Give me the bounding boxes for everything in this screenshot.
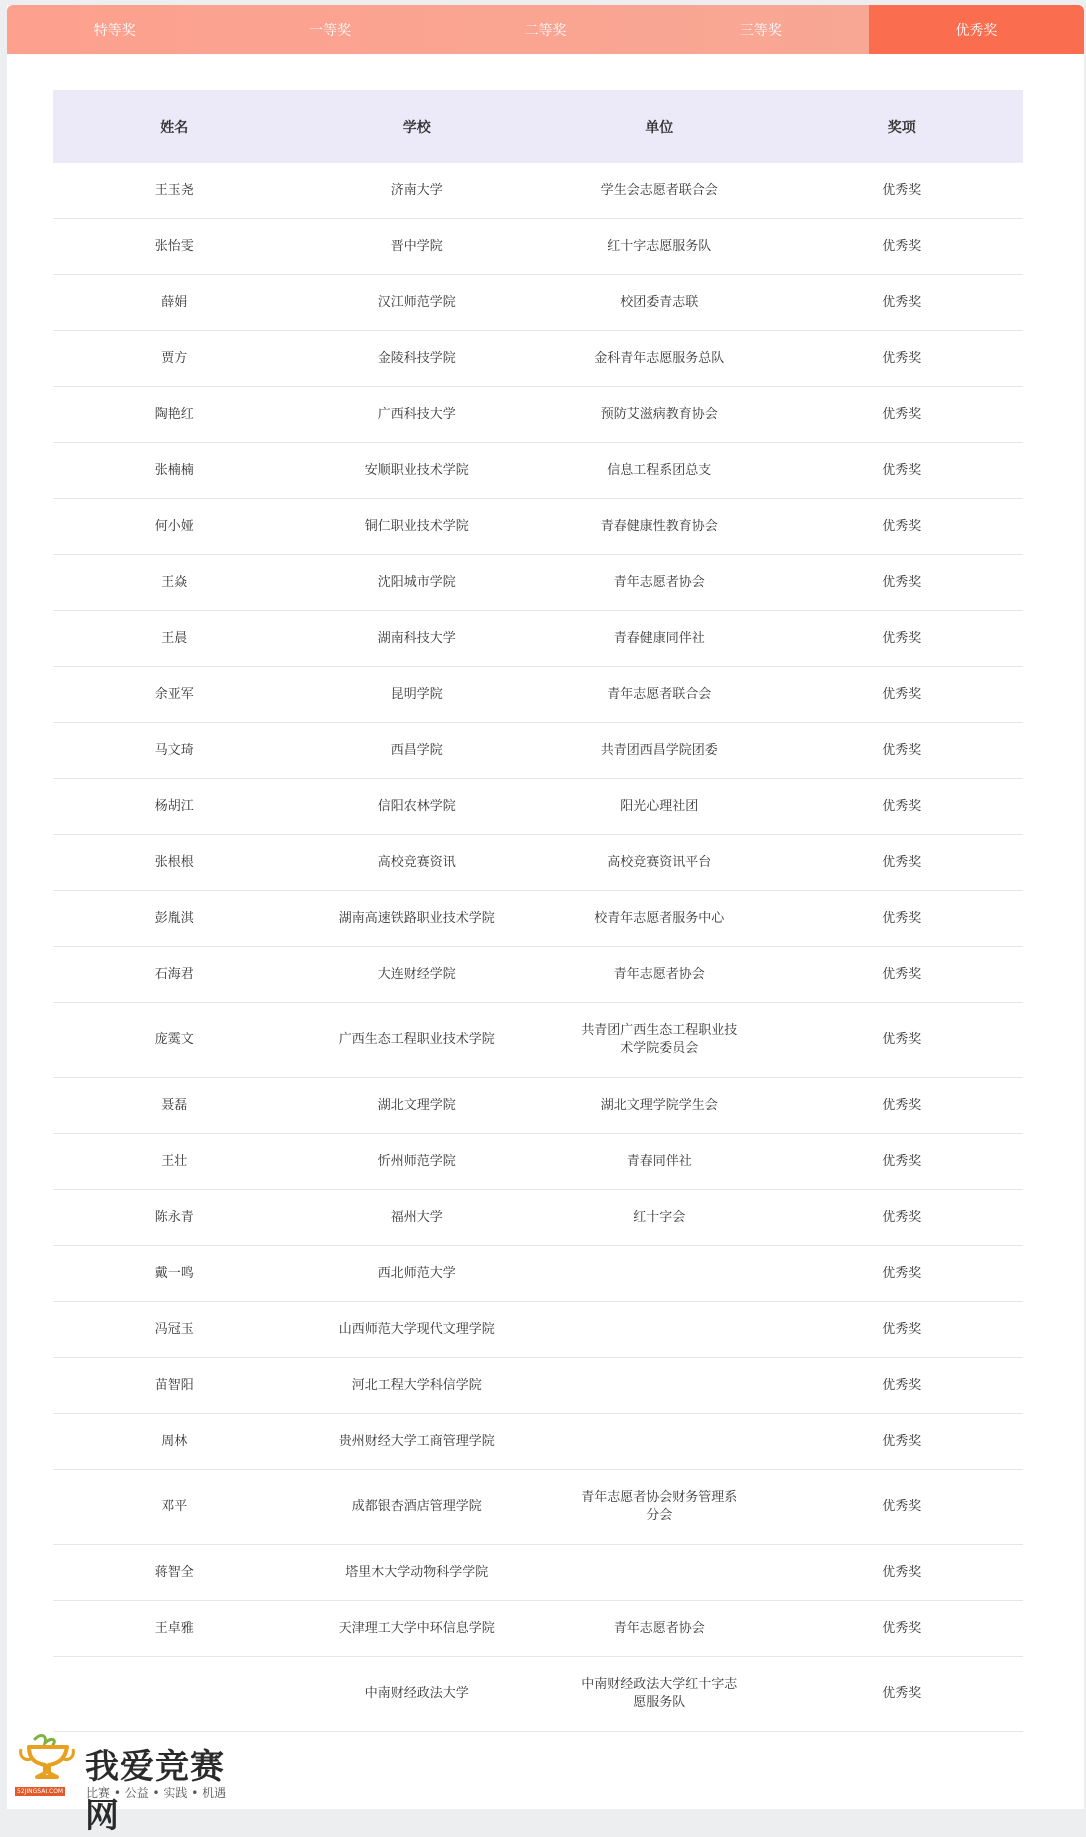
- table-row: [53, 163, 1023, 219]
- cell-unit: [538, 1302, 781, 1358]
- cell-name: 冯冠玉: [53, 1302, 296, 1358]
- logo-url-badge: 52JINGSAI.COM: [17, 1788, 64, 1795]
- table-row: [53, 219, 1023, 275]
- cell-school: 广西生态工程职业技术学院: [296, 1003, 539, 1078]
- cell-school: 沈阳城市学院: [296, 555, 539, 611]
- cell-unit: 红十字志愿服务队: [538, 219, 781, 275]
- tab-excellence-prize[interactable]: 优秀奖: [869, 5, 1084, 54]
- cell-school: 湖南科技大学: [296, 611, 539, 667]
- cell-name: 彭胤淇: [53, 891, 296, 947]
- cell-unit: 青年志愿者协会: [538, 947, 781, 1003]
- cell-award: 优秀奖: [781, 947, 1024, 1003]
- cell-school: 河北工程大学科信学院: [296, 1358, 539, 1414]
- cell-name: 张怡雯: [53, 219, 296, 275]
- cell-award: 优秀奖: [781, 1134, 1024, 1190]
- cell-name: 周林: [53, 1414, 296, 1470]
- cell-name: 贾方: [53, 331, 296, 387]
- cell-unit: 校团委青志联: [538, 275, 781, 331]
- cell-award: 优秀奖: [781, 611, 1024, 667]
- cell-name: [53, 1657, 296, 1732]
- cell-name: 马文琦: [53, 723, 296, 779]
- header-school: 学校: [296, 90, 539, 163]
- cell-school: 铜仁职业技术学院: [296, 499, 539, 555]
- table-row: [53, 1003, 1023, 1078]
- cell-name: 余亚军: [53, 667, 296, 723]
- table-row: [53, 1657, 1023, 1732]
- logo-tagline: 比赛 • 公益 • 实践 • 机遇: [86, 1786, 227, 1800]
- cell-name: 邓平: [53, 1470, 296, 1545]
- cell-award: 优秀奖: [781, 163, 1024, 219]
- cell-unit: 金科青年志愿服务总队: [538, 331, 781, 387]
- cell-unit: [538, 1246, 781, 1302]
- cell-school: 济南大学: [296, 163, 539, 219]
- cell-name: 陈永青: [53, 1190, 296, 1246]
- table-row: [53, 1358, 1023, 1414]
- cell-school: 安顺职业技术学院: [296, 443, 539, 499]
- cell-award: 优秀奖: [781, 891, 1024, 947]
- cell-unit: 青年志愿者联合会: [538, 667, 781, 723]
- cell-award: 优秀奖: [781, 1302, 1024, 1358]
- tab-third-prize[interactable]: 三等奖: [739, 22, 782, 39]
- cell-unit: 共青团广西生态工程职业技术学院委员会: [538, 1003, 781, 1078]
- cell-school: 昆明学院: [296, 667, 539, 723]
- cell-unit: 阳光心理社团: [538, 779, 781, 835]
- cell-name: 苗智阳: [53, 1358, 296, 1414]
- cell-name: 王焱: [53, 555, 296, 611]
- cell-school: 高校竞赛资讯: [296, 835, 539, 891]
- cell-school: 福州大学: [296, 1190, 539, 1246]
- cell-name: 陶艳红: [53, 387, 296, 443]
- table-row: [53, 443, 1023, 499]
- cell-award: 优秀奖: [781, 555, 1024, 611]
- cell-name: 王玉尧: [53, 163, 296, 219]
- cell-name: 王壮: [53, 1134, 296, 1190]
- table-row: [53, 1545, 1023, 1601]
- cell-unit: 校青年志愿者服务中心: [538, 891, 781, 947]
- trophy-logo-icon: [15, 1733, 79, 1789]
- cell-name: 庞霙文: [53, 1003, 296, 1078]
- cell-award: 优秀奖: [781, 667, 1024, 723]
- header-unit: 单位: [538, 90, 781, 163]
- cell-award: 优秀奖: [781, 1470, 1024, 1545]
- table-row: [53, 1470, 1023, 1545]
- logo-title: 我爱竞赛网: [85, 1747, 225, 1836]
- table-row: [53, 1414, 1023, 1470]
- table-row: [53, 1246, 1023, 1302]
- tab-special-prize[interactable]: 特等奖: [93, 22, 136, 39]
- cell-school: 西昌学院: [296, 723, 539, 779]
- table-row: [53, 891, 1023, 947]
- cell-unit: 学生会志愿者联合会: [538, 163, 781, 219]
- cell-award: 优秀奖: [781, 275, 1024, 331]
- table-row: [53, 667, 1023, 723]
- table-row: [53, 387, 1023, 443]
- cell-unit: [538, 1358, 781, 1414]
- table-row: [53, 1190, 1023, 1246]
- table-row: [53, 1601, 1023, 1657]
- cell-unit: 红十字会: [538, 1190, 781, 1246]
- table-row: [53, 1078, 1023, 1134]
- cell-unit: 青年志愿者协会财务管理系分会: [538, 1470, 781, 1545]
- cell-award: 优秀奖: [781, 1246, 1024, 1302]
- cell-award: 优秀奖: [781, 1545, 1024, 1601]
- cell-name: 蒋智全: [53, 1545, 296, 1601]
- cell-name: 薛娟: [53, 275, 296, 331]
- table-row: [53, 555, 1023, 611]
- cell-unit: [538, 1414, 781, 1470]
- tab-second-prize[interactable]: 二等奖: [524, 22, 567, 39]
- cell-name: 何小娅: [53, 499, 296, 555]
- cell-unit: 高校竞赛资讯平台: [538, 835, 781, 891]
- cell-school: 天津理工大学中环信息学院: [296, 1601, 539, 1657]
- table-row: [53, 723, 1023, 779]
- cell-school: 西北师范大学: [296, 1246, 539, 1302]
- cell-unit: 中南财经政法大学红十字志愿服务队: [538, 1657, 781, 1732]
- site-logo[interactable]: [15, 1733, 255, 1836]
- cell-school: 忻州师范学院: [296, 1134, 539, 1190]
- cell-award: 优秀奖: [781, 1414, 1024, 1470]
- cell-name: 杨胡江: [53, 779, 296, 835]
- cell-school: 成都银杏酒店管理学院: [296, 1470, 539, 1545]
- cell-award: 优秀奖: [781, 779, 1024, 835]
- cell-name: 王卓雅: [53, 1601, 296, 1657]
- cell-school: 广西科技大学: [296, 387, 539, 443]
- cell-unit: [538, 1545, 781, 1601]
- table-row: [53, 947, 1023, 1003]
- cell-award: 优秀奖: [781, 723, 1024, 779]
- cell-school: 中南财经政法大学: [296, 1657, 539, 1732]
- table-row: [53, 1302, 1023, 1358]
- cell-unit: 青春健康同伴社: [538, 611, 781, 667]
- award-tabs: [7, 5, 1084, 54]
- cell-name: 戴一鸣: [53, 1246, 296, 1302]
- cell-award: 优秀奖: [781, 1601, 1024, 1657]
- table-header-row: [53, 90, 1023, 163]
- cell-name: 石海君: [53, 947, 296, 1003]
- cell-award: 优秀奖: [781, 331, 1024, 387]
- cell-unit: 青年志愿者协会: [538, 1601, 781, 1657]
- cell-award: 优秀奖: [781, 1078, 1024, 1134]
- cell-unit: 湖北文理学院学生会: [538, 1078, 781, 1134]
- cell-school: 晋中学院: [296, 219, 539, 275]
- cell-name: 聂磊: [53, 1078, 296, 1134]
- cell-unit: 共青团西昌学院团委: [538, 723, 781, 779]
- table-row: [53, 611, 1023, 667]
- cell-unit: 信息工程系团总支: [538, 443, 781, 499]
- cell-award: 优秀奖: [781, 1190, 1024, 1246]
- cell-unit: 青年志愿者协会: [538, 555, 781, 611]
- table-row: [53, 1134, 1023, 1190]
- cell-name: 张楠楠: [53, 443, 296, 499]
- cell-school: 湖南高速铁路职业技术学院: [296, 891, 539, 947]
- cell-school: 湖北文理学院: [296, 1078, 539, 1134]
- cell-award: 优秀奖: [781, 1358, 1024, 1414]
- table-row: [53, 331, 1023, 387]
- cell-award: 优秀奖: [781, 1003, 1024, 1078]
- header-name: 姓名: [53, 90, 296, 163]
- cell-school: 山西师范大学现代文理学院: [296, 1302, 539, 1358]
- cell-school: 信阳农林学院: [296, 779, 539, 835]
- table-row: [53, 499, 1023, 555]
- cell-unit: 预防艾滋病教育协会: [538, 387, 781, 443]
- cell-award: 优秀奖: [781, 387, 1024, 443]
- cell-award: 优秀奖: [781, 1657, 1024, 1732]
- cell-award: 优秀奖: [781, 443, 1024, 499]
- table-row: [53, 835, 1023, 891]
- header-award: 奖项: [781, 90, 1024, 163]
- award-table: [53, 90, 1023, 1732]
- table-body: [53, 163, 1023, 1732]
- table-row: [53, 779, 1023, 835]
- cell-school: 贵州财经大学工商管理学院: [296, 1414, 539, 1470]
- cell-unit: 青春健康性教育协会: [538, 499, 781, 555]
- cell-school: 金陵科技学院: [296, 331, 539, 387]
- cell-school: 大连财经学院: [296, 947, 539, 1003]
- cell-unit: 青春同伴社: [538, 1134, 781, 1190]
- cell-school: 汉江师范学院: [296, 275, 539, 331]
- cell-school: 塔里木大学动物科学学院: [296, 1545, 539, 1601]
- cell-award: 优秀奖: [781, 499, 1024, 555]
- cell-name: 张根根: [53, 835, 296, 891]
- table-row: [53, 275, 1023, 331]
- cell-award: 优秀奖: [781, 835, 1024, 891]
- cell-award: 优秀奖: [781, 219, 1024, 275]
- cell-name: 王晨: [53, 611, 296, 667]
- tab-first-prize[interactable]: 一等奖: [309, 22, 352, 39]
